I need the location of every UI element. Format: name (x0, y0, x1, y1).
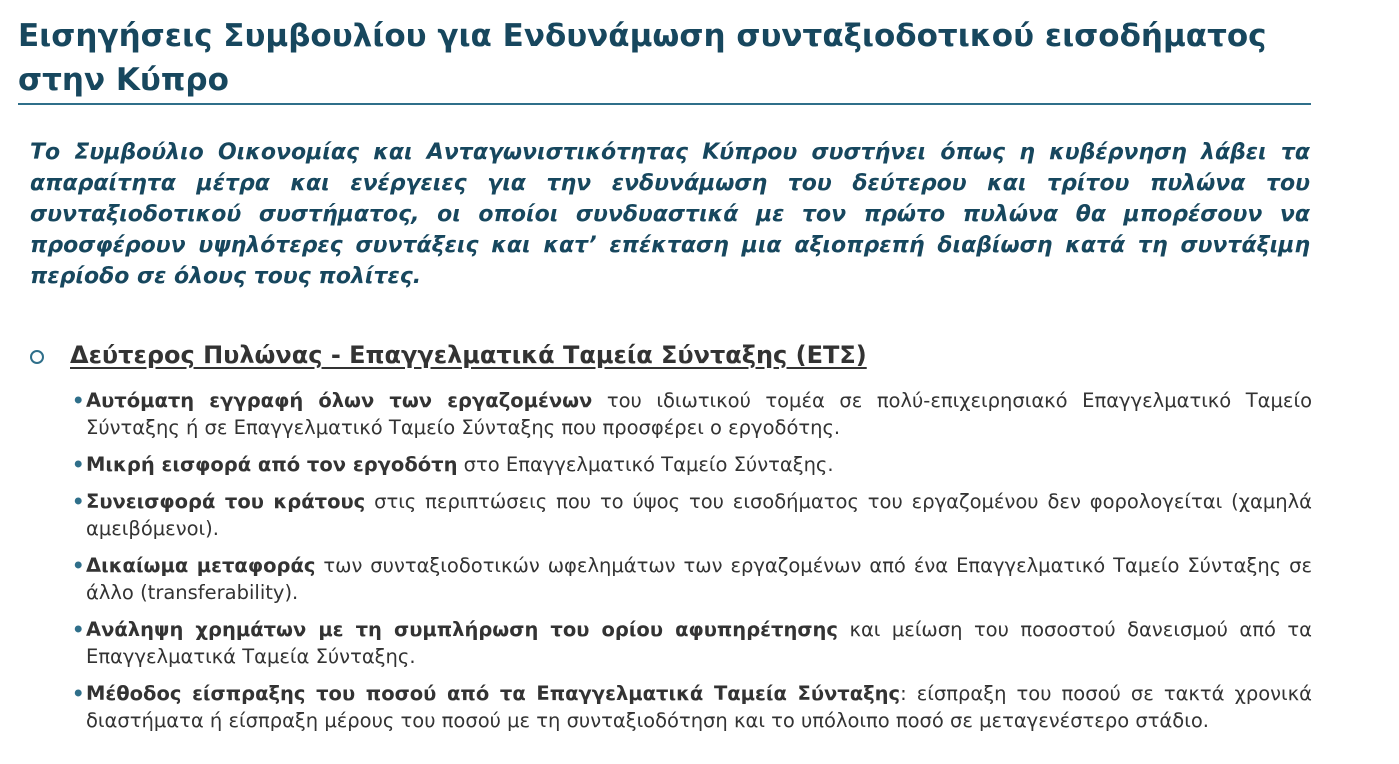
list-item-text: του ιδιωτικού τομέα σε πολύ-επιχειρησιακό Επαγγελματικό Ταμείο Σύνταξης ή σε Επαγγελματικό Ταμείο Σύνταξης που προσφέρει ο εργοδότης. (86, 389, 1312, 439)
bullet-icon: • (72, 618, 85, 641)
list-item-bold: Μέθοδος είσπραξης του ποσού από τα Επαγγελματικά Ταμεία Σύνταξης (86, 682, 901, 705)
list-item-bold: Αυτόματη εγγραφή όλων των εργαζομένων (86, 389, 593, 412)
list-item (72, 552, 1312, 606)
bullet-icon: • (72, 389, 85, 412)
recommendations-list (72, 387, 1312, 744)
title-underline-divider (18, 103, 1311, 105)
list-item-text: των συνταξιοδοτικών ωφελημάτων των εργαζομένων από ένα Επαγγελματικό Ταμείο Σύνταξης σε άλλο (transferability). (86, 554, 1312, 604)
hollow-circle-bullet-icon (30, 350, 44, 364)
list-item-bold: Δικαίωμα μεταφοράς (86, 554, 316, 577)
bullet-icon: • (72, 682, 85, 705)
list-item (72, 387, 1312, 441)
list-item-bold: Μικρή εισφορά από τον εργοδότη (86, 453, 458, 476)
list-item-text: και μείωση του ποσοστού δανεισμού από τα Επαγγελματικά Ταμεία Σύνταξης. (86, 618, 1312, 668)
bullet-icon: • (72, 490, 85, 513)
section-heading (30, 339, 1300, 371)
bullet-icon: • (72, 554, 85, 577)
page-title: Εισηγήσεις Συμβουλίου για Ενδυνάμωση συνταξιοδοτικού εισοδήματος στην Κύπρο (18, 18, 1267, 98)
section-title: Δεύτερος Πυλώνας - Επαγγελματικά Ταμεία Σύνταξης (ΕΤΣ) (70, 341, 867, 369)
bullet-icon: • (72, 453, 85, 476)
list-item (72, 680, 1312, 734)
list-item-bold: Ανάληψη χρημάτων με τη συμπλήρωση του ορίου αφυπηρέτησης (86, 618, 838, 641)
list-item-text: στο Επαγγελματικό Ταμείο Σύνταξης. (457, 453, 834, 476)
list-item-bold: Συνεισφορά του κράτους (86, 490, 366, 513)
list-item (72, 488, 1312, 542)
list-item (72, 451, 1312, 478)
list-item (72, 616, 1312, 670)
intro-paragraph: Το Συμβούλιο Οικονομίας και Ανταγωνιστικότητας Κύπρου συστήνει όπως η κυβέρνηση λάβει τα απαραίτητα μέτρα και ενέργειες για την ενδυνάμωση του δεύτερου και τρίτου πυλώνα του συνταξιοδοτικού συστήματος, οι οποίοι συνδυαστικά με τον πρώτο πυλώνα θα μπορέσουν να προσφέρουν υψηλότερες συντάξεις και κατ’ επέκταση μια αξιοπρεπή διαβίωση κατά τη συντάξιμη περίοδο σε όλους τους πολίτες. (30, 140, 1310, 289)
list-item-text: : είσπραξη του ποσού σε τακτά χρονικά διαστήματα ή είσπραξη μέρους του ποσού με τη συνταξιοδότηση και το υπόλοιπο ποσό σε μεταγενέστερο στάδιο. (86, 682, 1312, 732)
list-item-text: στις περιπτώσεις που το ύψος του εισοδήματος του εργαζομένου δεν φορολογείται (χαμηλά αμειβόμενοι). (86, 490, 1312, 540)
